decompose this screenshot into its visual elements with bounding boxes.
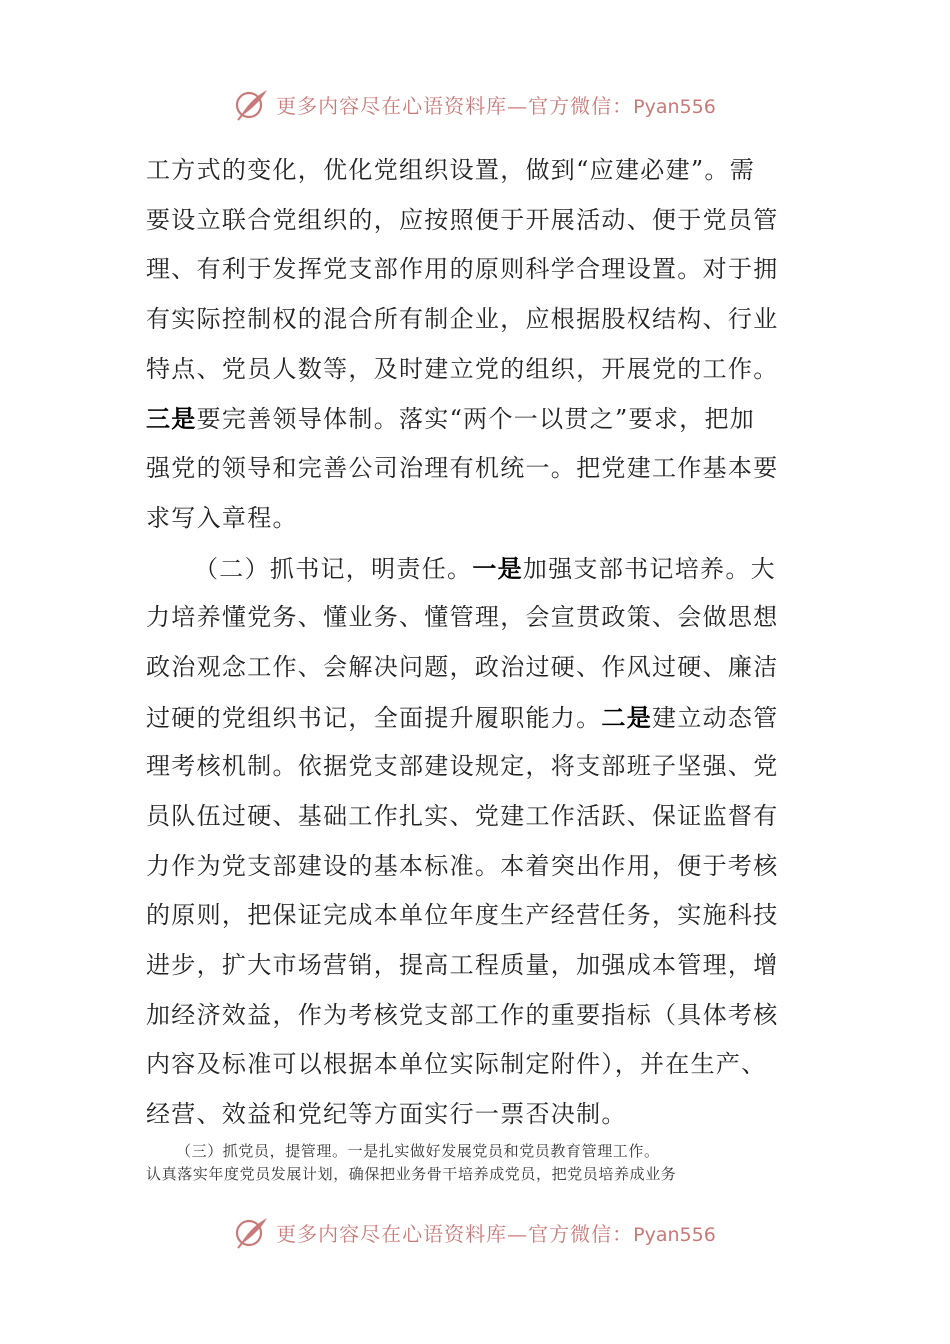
text-segment: 进步，扩大市场营销，提高工程质量，加强成本管理，增: [146, 951, 779, 979]
text-segment: 政治观念工作、会解决问题，政治过硬、作风过硬、廉洁: [146, 652, 779, 681]
text-line: [146, 444, 806, 494]
text-segment: 特点、党员人数等，及时建立党的组织，开展党的工作。: [146, 354, 779, 383]
text-line: [146, 991, 806, 1041]
header-banner: [0, 84, 950, 124]
text-segment: 要完善领导体制。落实“两个一以贯之”要求，把加: [196, 405, 756, 434]
text-line: [146, 693, 806, 743]
quill-logo-icon: [234, 1215, 270, 1249]
text-segment: 力作为党支部建设的基本标准。本着突出作用，便于考核: [146, 851, 779, 880]
bold-marker: 三是: [146, 404, 197, 434]
text-line: [146, 394, 806, 444]
text-segment: 要设立联合党组织的，应按照便于开展活动、便于党员管: [146, 205, 779, 234]
banner-text: 更多内容尽在心语资料库—官方微信：Pyan556: [276, 1221, 716, 1246]
text-segment: 工方式的变化，优化党组织设置，做到“应建必建”。需: [146, 156, 756, 184]
text-line: [146, 842, 806, 892]
text-line: [146, 643, 806, 693]
text-line: [146, 544, 806, 594]
text-line: [146, 941, 806, 991]
text-line: [146, 146, 806, 196]
text-segment: 有实际控制权的混合所有制企业，应根据股权结构、行业: [146, 305, 779, 334]
text-line: [146, 345, 806, 395]
text-segment: 强党的领导和完善公司治理有机统一。把党建工作基本要: [146, 454, 779, 483]
small-text-line: （三）抓党员，提管理。一是扎实做好发展党员和党员教育管理工作。: [176, 1142, 660, 1160]
text-line: [146, 792, 806, 842]
text-line: [146, 1040, 806, 1090]
text-segment: 力培养懂党务、懂业务、懂管理，会宣贯政策、会做思想: [146, 603, 779, 632]
quill-logo-icon: [234, 87, 270, 121]
text-line: [146, 196, 806, 246]
text-segment: 求写入章程。: [146, 503, 298, 532]
small-text-line: 认真落实年度党员发展计划，确保把业务骨干培养成党员，把党员培养成业务: [146, 1165, 677, 1183]
document-body: [146, 146, 806, 1140]
text-segment: 内容及标准可以根据本单位实际制定附件），并在生产、: [146, 1050, 767, 1079]
footer-small-paragraph: [146, 1140, 826, 1186]
footer-banner: [0, 1212, 950, 1252]
text-line: [146, 494, 806, 544]
bold-marker: 二是: [601, 702, 653, 732]
text-line: [146, 295, 806, 345]
text-segment: 员队伍过硬、基础工作扎实、党建工作活跃、保证监督有: [146, 801, 779, 830]
text-segment: 经营、效益和党纪等方面实行一票否决制。: [146, 1100, 627, 1129]
text-line: [146, 245, 806, 295]
text-segment: 加强支部书记培养。大: [522, 554, 776, 583]
text-segment: 建立动态管: [652, 703, 779, 732]
text-segment: （二）抓书记，明责任。: [194, 554, 473, 583]
text-line: [146, 593, 806, 643]
bold-marker: 一是: [472, 553, 523, 583]
text-segment: 理考核机制。依据党支部建设规定，将支部班子坚强、党: [146, 752, 779, 781]
banner-text: 更多内容尽在心语资料库—官方微信：Pyan556: [276, 93, 716, 118]
text-segment: 过硬的党组织书记，全面提升履职能力。: [146, 703, 602, 732]
text-segment: 的原则，把保证完成本单位年度生产经营任务，实施科技: [146, 901, 779, 930]
text-line: [146, 1090, 806, 1140]
text-line: [146, 891, 806, 941]
text-segment: 理、有利于发挥党支部作用的原则科学合理设置。对于拥: [146, 255, 779, 284]
text-line: [146, 742, 806, 792]
text-segment: 加经济效益，作为考核党支部工作的重要指标（具体考核: [146, 1000, 779, 1029]
